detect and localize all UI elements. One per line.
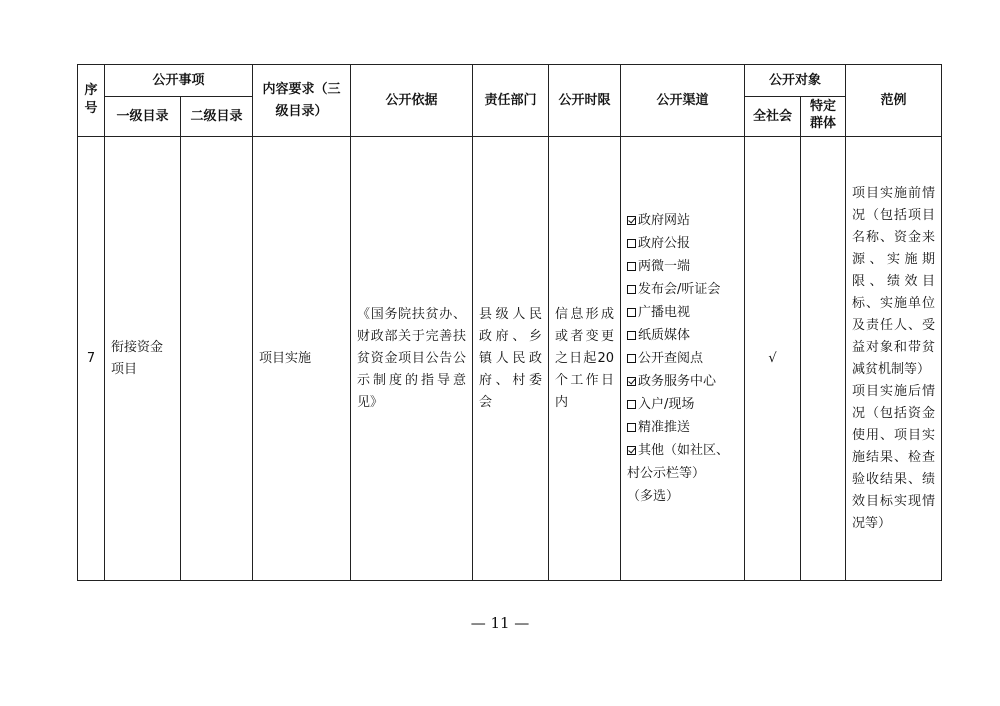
- header-seq: 序号: [78, 65, 105, 137]
- channel-label: 公开查阅点: [638, 351, 704, 366]
- channel-item: [627, 439, 740, 485]
- checked-box-icon: [627, 446, 636, 455]
- empty-box-icon: [627, 308, 636, 317]
- row-example: [846, 137, 942, 581]
- row-channels: [621, 137, 745, 581]
- channel-item: [627, 209, 740, 232]
- channel-item: [627, 301, 740, 324]
- empty-box-icon: [627, 262, 636, 271]
- header-level2: 二级目录: [181, 97, 253, 137]
- channel-item: [627, 324, 740, 347]
- header-level1: 一级目录: [105, 97, 181, 137]
- channel-list: [621, 209, 744, 508]
- channel-item: [627, 393, 740, 416]
- channel-item: [627, 255, 740, 278]
- row-specific-group: [801, 137, 846, 581]
- header-dept: 责任部门: [473, 65, 549, 137]
- example-after: 项目实施后情况（包括资金使用、项目实施结果、检查验收结果、绩效目标实现情况等）: [852, 383, 936, 531]
- table-row: [78, 137, 942, 581]
- row-dept: 县级人民政府、乡镇人民政府、村委会: [473, 137, 549, 581]
- page-number: — 11 —: [470, 614, 530, 632]
- channel-label: 广播电视: [638, 305, 691, 320]
- header-example: 范例: [846, 65, 942, 137]
- header-specific-group: 特定群体: [801, 97, 846, 137]
- header-all-society: 全社会: [745, 97, 801, 137]
- channel-label: 精准推送: [638, 420, 691, 435]
- checked-box-icon: [627, 377, 636, 386]
- channel-item: [627, 232, 740, 255]
- channel-label: 政务服务中心: [638, 374, 717, 389]
- checked-box-icon: [627, 216, 636, 225]
- empty-box-icon: [627, 331, 636, 340]
- row-content: 项目实施: [253, 137, 351, 581]
- header-timelimit: 公开时限: [549, 65, 621, 137]
- row-all-society: √: [745, 137, 801, 581]
- channel-label: 两微一端: [638, 259, 691, 274]
- channel-label: 纸质媒体: [638, 328, 691, 343]
- row-level1: 衔接资金项目: [105, 137, 181, 581]
- channel-label: 政府网站: [638, 213, 691, 228]
- empty-box-icon: [627, 239, 636, 248]
- example-before: 项目实施前情况（包括项目名称、资金来源、实施期限、绩效目标、实施单位及责任人、受益对象和带贫减贫机制等）: [852, 185, 936, 377]
- channel-item: [627, 370, 740, 393]
- disclosure-table: [77, 64, 942, 581]
- empty-box-icon: [627, 400, 636, 409]
- channel-label: 其他（如社区、村公示栏等）: [627, 443, 730, 481]
- header-item: 公开事项: [105, 65, 253, 97]
- row-level2: [181, 137, 253, 581]
- channel-label: 政府公报: [638, 236, 691, 251]
- channel-item: [627, 347, 740, 370]
- header-target: 公开对象: [745, 65, 846, 97]
- header-channel: 公开渠道: [621, 65, 745, 137]
- header-content: 内容要求（三级目录）: [253, 65, 351, 137]
- row-timelimit: 信息形成或者变更之日起20个工作日内: [549, 137, 621, 581]
- channel-label: 入户/现场: [638, 397, 695, 412]
- row-seq: 7: [78, 137, 105, 581]
- empty-box-icon: [627, 423, 636, 432]
- empty-box-icon: [627, 354, 636, 363]
- header-basis: 公开依据: [351, 65, 473, 137]
- channel-item: [627, 416, 740, 439]
- channel-label: 发布会/听证会: [638, 282, 721, 297]
- row-basis: 《国务院扶贫办、财政部关于完善扶贫资金项目公告公示制度的指导意见》: [351, 137, 473, 581]
- channel-note: （多选）: [627, 489, 680, 504]
- channel-item: [627, 278, 740, 301]
- empty-box-icon: [627, 285, 636, 294]
